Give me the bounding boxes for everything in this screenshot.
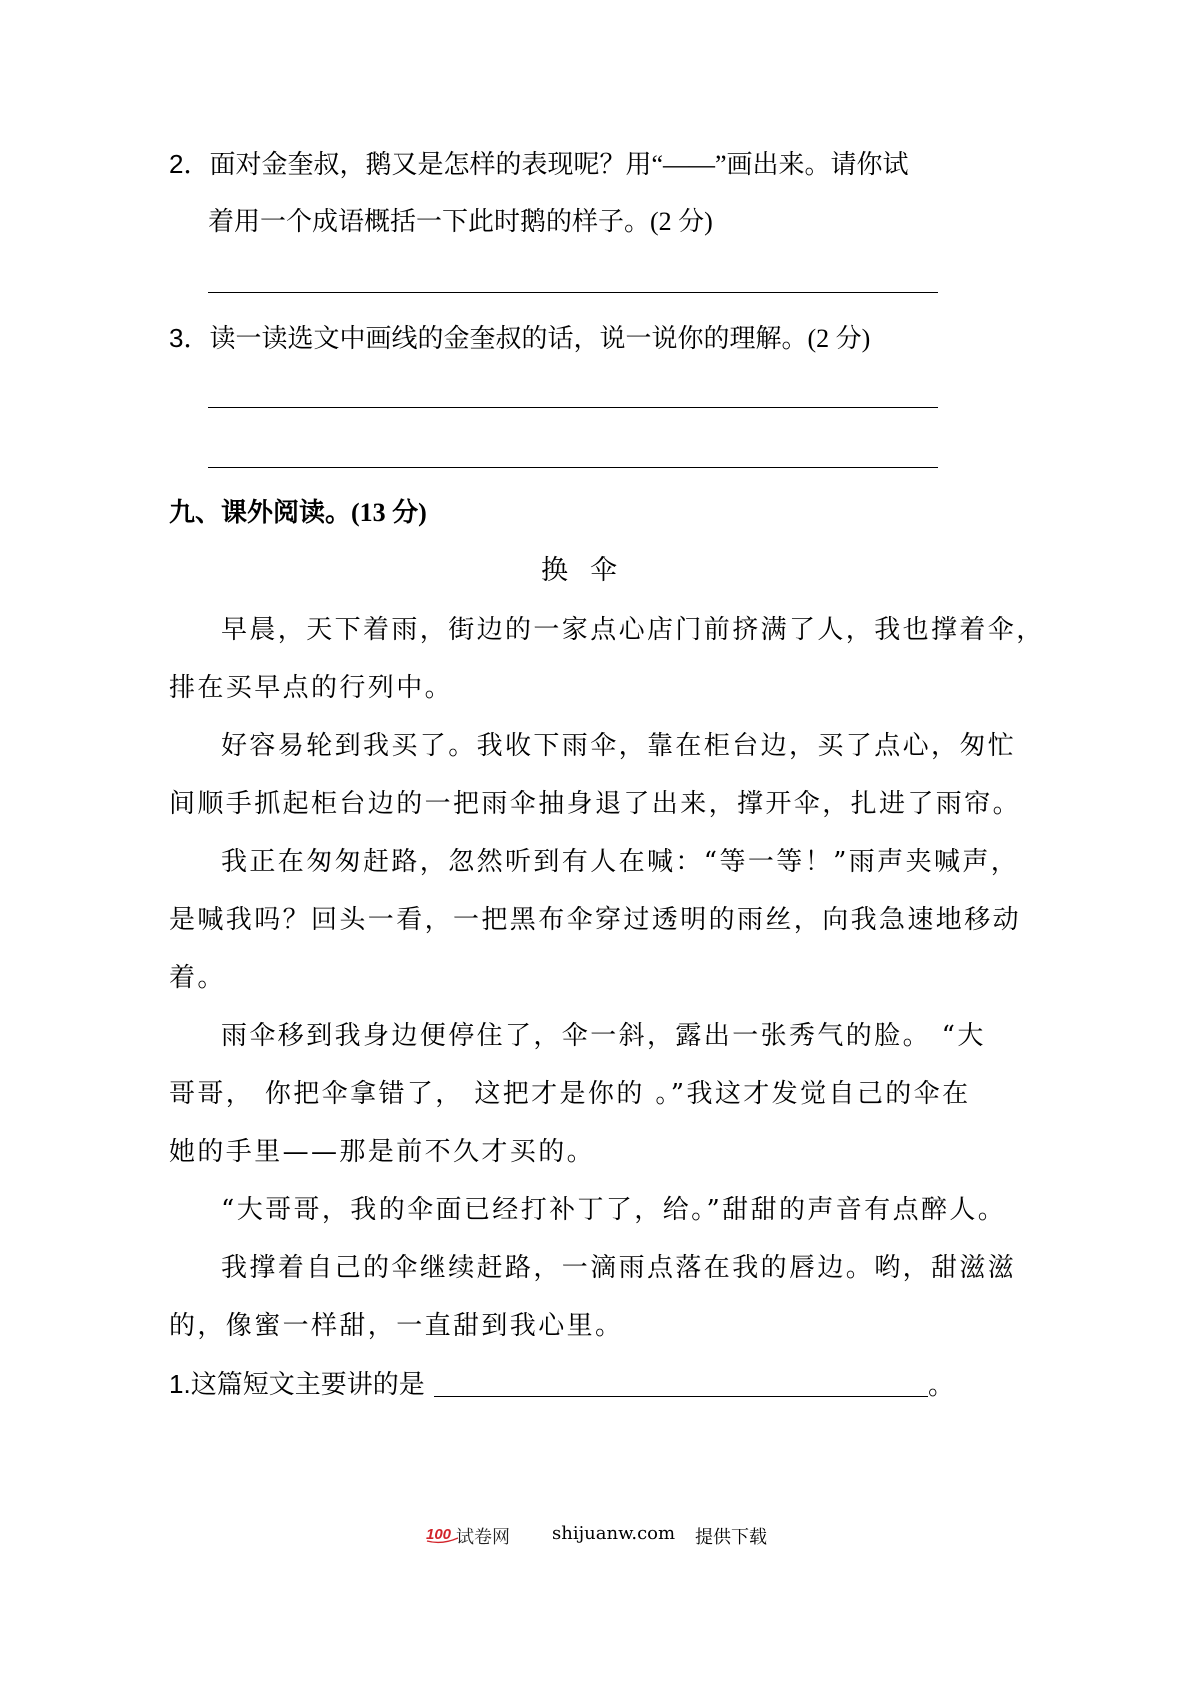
question-number: 2． <box>169 149 210 179</box>
passage-line: 排在买早点的行列中。 <box>169 673 454 703</box>
question-text: 面对金奎叔，鹅又是怎样的表现呢？用“——”画出来。请你试 <box>209 150 909 179</box>
question-number: 1. <box>169 1369 191 1399</box>
question-text: 读一读选文中画线的金奎叔的话，说一说你的理解。(2 分) <box>209 324 871 353</box>
passage-line: 哥哥， 你把伞拿错了， 这把才是你的 。”我这才发觉自己的伞在 <box>169 1079 971 1109</box>
passage-line: 好容易轮到我买了。我收下雨伞，靠在柜台边，买了点心，匆忙 <box>221 731 1017 761</box>
footer-url[interactable]: shijuanw.com <box>552 1523 676 1544</box>
question-2-continued: 着用一个成语概括一下此时鹅的样子。(2 分) <box>208 207 713 236</box>
passage-line: 我撑着自己的伞继续赶路，一滴雨点落在我的唇边。哟，甜滋滋 <box>221 1253 1017 1283</box>
passage-line: 间顺手抓起柜台边的一把雨伞抽身退了出来，撑开伞，扎进了雨帘。 <box>169 789 1022 819</box>
question-number: 3． <box>169 323 210 353</box>
question-3 <box>169 322 870 355</box>
section-heading: 九、课外阅读。(13 分) <box>169 498 427 527</box>
answer-line[interactable] <box>208 292 938 293</box>
passage-line: 她的手里——那是前不久才买的。 <box>169 1137 596 1167</box>
reading-question-1 <box>169 1368 425 1401</box>
site-logo-text: 试卷网 <box>456 1527 510 1548</box>
passage-line: 我正在匆匆赶路，忽然听到有人在喊：“等一等！”雨声夹喊声， <box>221 847 1020 877</box>
answer-line[interactable] <box>208 467 938 468</box>
sentence-end: 。 <box>928 1371 955 1400</box>
passage-line: “大哥哥，我的伞面已经打补丁了，给。”甜甜的声音有点醉人。 <box>221 1195 1007 1225</box>
passage-line: 是喊我吗？回头一看，一把黑布伞穿过透明的雨丝，向我急速地移动 <box>169 905 1022 935</box>
question-text: 这篇短文主要讲的是 <box>190 1370 425 1399</box>
passage-line: 早晨，天下着雨，街边的一家点心店门前挤满了人，我也撑着伞， <box>221 615 1045 645</box>
footer-download-note: 提供下载 <box>695 1527 767 1548</box>
passage-line: 雨伞移到我身边便停住了，伞一斜，露出一张秀气的脸。 “大 <box>221 1021 986 1051</box>
answer-line[interactable] <box>208 407 938 408</box>
passage-line: 着。 <box>169 963 226 993</box>
passage-title: 换伞 <box>541 555 639 586</box>
answer-blank[interactable] <box>434 1396 928 1397</box>
question-2 <box>169 148 909 181</box>
svg-text:100: 100 <box>426 1526 452 1543</box>
passage-line: 的，像蜜一样甜，一直甜到我心里。 <box>169 1311 624 1341</box>
